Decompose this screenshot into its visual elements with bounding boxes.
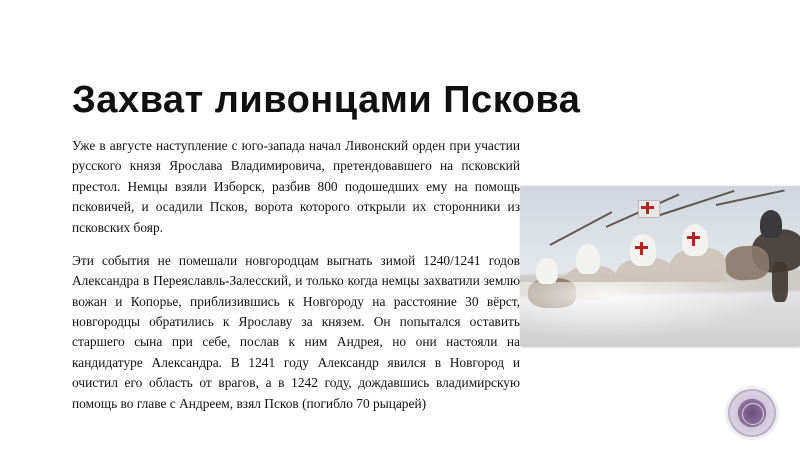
rider-figure [576,244,600,274]
rider-figure [682,224,708,256]
order-cross [641,206,654,209]
paragraph-2: Эти события не помешали новгородцам выгнать зимой 1240/1241 годов Александра в Переяславль-Залесский, и только когда немцы захватили землю вожан и Копорье, приблизившись к Новгороду на расстояние 30 вёрст, новгородцы обратились к Ярославу за князем. Он попытался оставить старшего сына при себе, послав к ним Андрея, но они настояли на кандидатуре Александра. В 1241 году Александр явился в Новгород и очистил его область от врагов, а в 1242 году, дождавшись владимирскую помощь во главе с Андреем, взял Псков (погибло 70 рыцарей) [72,252,520,411]
rider-figure [536,258,558,284]
paragraph-1: Уже в августе наступление с юго-запада начал Ливонский орден при участии русского князя Ярослава Владимировича, претендовавшего на псковский престол. Немцы взяли Изборск, разбив 800 подошедших ему на помощь псковичей, и осадили Псков, ворота которого открыли их сторонники из псковских бояр. [72,138,520,235]
rider-figure [630,234,656,266]
painting-dust [520,282,800,346]
horse-figure [724,245,770,281]
order-cross [635,246,648,249]
order-cross [692,232,695,246]
purple-sphere-decoration [728,389,776,437]
rider-figure [760,210,782,238]
body-text [72,136,520,414]
order-cross [687,236,700,239]
page-title: Захват ливонцами Пскова [72,79,581,122]
banner [638,200,660,218]
battle-painting [520,186,800,346]
